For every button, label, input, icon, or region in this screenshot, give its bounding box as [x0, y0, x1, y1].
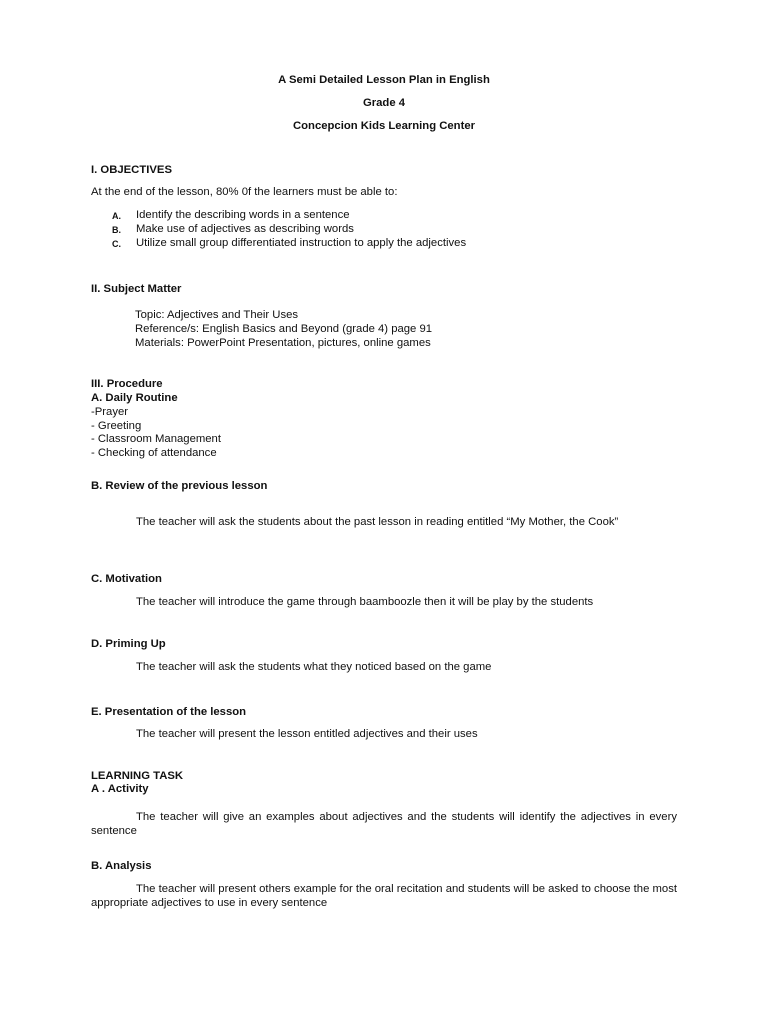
- references-line: Reference/s: English Basics and Beyond (grade 4) page 91: [135, 323, 433, 335]
- objectives-heading: I. OBJECTIVES: [91, 164, 172, 176]
- topic-line: Topic: Adjectives and Their Uses: [135, 309, 299, 321]
- analysis-paragraph: The teacher will present others example for the oral recitation and students will be asked to choose the most appropriate adjectives to use in every sentence: [91, 883, 677, 909]
- school-name: Concepcion Kids Learning Center: [292, 120, 476, 132]
- grade-label: Grade 4: [362, 97, 406, 109]
- objective-letter: A.: [112, 211, 121, 221]
- objective-item: Utilize small group differentiated instruction to apply the adjectives: [136, 237, 467, 249]
- review-heading: B. Review of the previous lesson: [91, 480, 268, 492]
- procedure-heading: III. Procedure: [91, 378, 163, 390]
- objective-letter: C.: [112, 239, 121, 249]
- objective-item: Identify the describing words in a sentence: [136, 209, 350, 221]
- motivation-heading: C. Motivation: [91, 573, 162, 585]
- objective-letter: B.: [112, 225, 121, 235]
- routine-item: -Prayer: [91, 406, 129, 418]
- subject-matter-heading: II. Subject Matter: [91, 283, 182, 295]
- activity-paragraph: The teacher will give an examples about adjectives and the students will identify the adjectives in every sentence: [91, 811, 677, 837]
- materials-line: Materials: PowerPoint Presentation, pictures, online games: [135, 337, 431, 349]
- motivation-paragraph: The teacher will introduce the game through baamboozle then it will be play by the students: [136, 596, 594, 608]
- routine-item: - Classroom Management: [91, 433, 221, 445]
- presentation-heading: E. Presentation of the lesson: [91, 706, 247, 718]
- activity-heading: A . Activity: [91, 783, 149, 795]
- analysis-heading: B. Analysis: [91, 860, 152, 872]
- review-paragraph: The teacher will ask the students about the past lesson in reading entitled “My Mother, the Cook”: [136, 516, 619, 528]
- routine-item: - Checking of attendance: [91, 447, 217, 459]
- objectives-intro: At the end of the lesson, 80% 0f the learners must be able to:: [91, 186, 398, 198]
- presentation-paragraph: The teacher will present the lesson entitled adjectives and their uses: [136, 728, 478, 740]
- routine-item: - Greeting: [91, 420, 142, 432]
- learning-task-heading: LEARNING TASK: [91, 770, 184, 782]
- priming-heading: D. Priming Up: [91, 638, 166, 650]
- priming-paragraph: The teacher will ask the students what they noticed based on the game: [136, 661, 492, 673]
- daily-routine-heading: A. Daily Routine: [91, 392, 178, 404]
- document-title: A Semi Detailed Lesson Plan in English: [278, 74, 490, 86]
- objective-item: Make use of adjectives as describing words: [136, 223, 354, 235]
